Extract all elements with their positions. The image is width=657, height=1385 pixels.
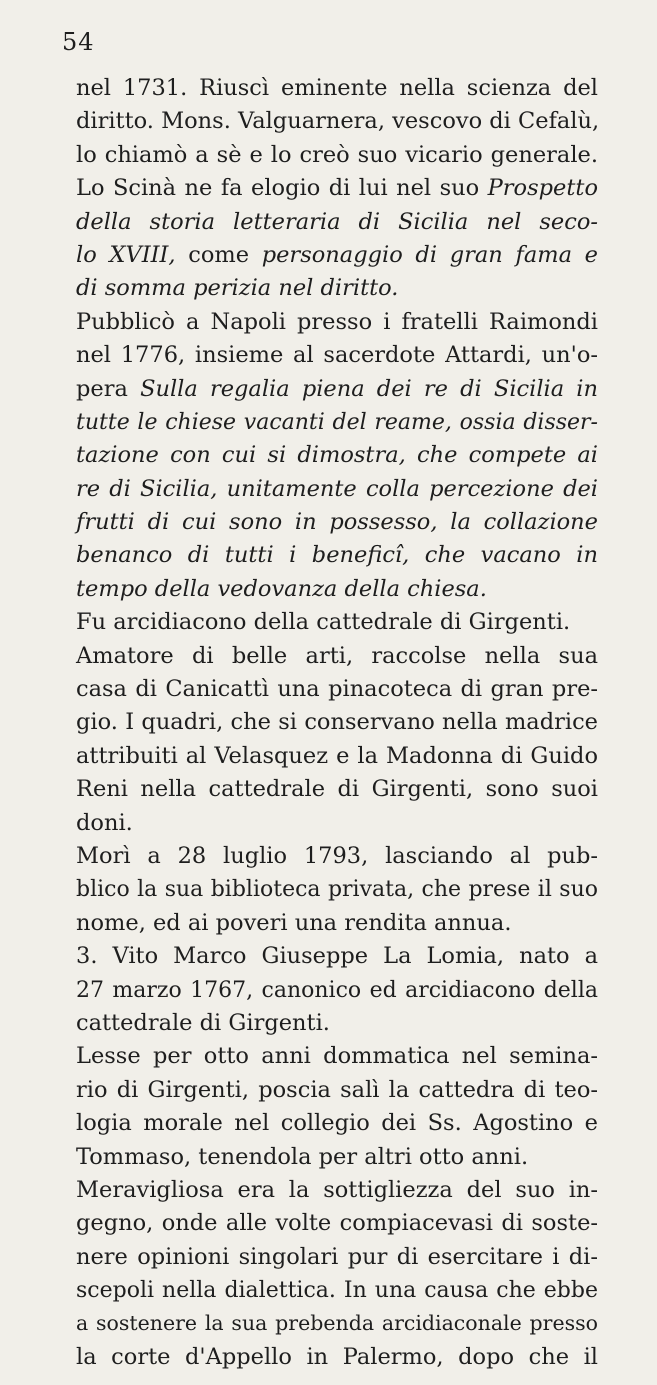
text-line <box>76 1174 598 1207</box>
italic-segment: Prospetto <box>487 175 598 202</box>
text-segment: pera <box>76 375 141 402</box>
italic-segment: personaggio di gran fama e <box>261 241 598 268</box>
text-segment: gegno, onde alle volte compiacevasi di soste- <box>76 1210 598 1237</box>
text-segment: gio. I quadri, che si conservano nella madrice <box>76 709 598 736</box>
text-segment: Fu arcidiacono della cattedrale di Girgenti. <box>76 609 571 636</box>
text-line <box>76 807 598 840</box>
italic-segment: tutte le chiese vacanti del reame, ossia disser- <box>76 409 598 435</box>
text-segment: logia morale nel collegio dei Ss. Agostino e <box>76 1110 598 1137</box>
text-segment: Reni nella cattedrale di Girgenti, sono suoi <box>76 776 598 803</box>
text-line <box>76 239 598 272</box>
text-line <box>76 272 598 305</box>
text-segment: Tommaso, tenendola per altri otto anni. <box>76 1143 529 1170</box>
text-line <box>76 873 598 906</box>
italic-segment: Sulla regalia piena dei re di Sicilia in <box>140 375 598 402</box>
text-line <box>76 373 598 406</box>
text-segment: blico la sua biblioteca privata, che prese il suo <box>76 877 598 903</box>
body-text <box>76 72 598 1374</box>
text-segment: Morì a 28 luglio 1793, lasciando al pub- <box>76 842 598 869</box>
text-line <box>76 506 598 539</box>
text-segment: Meravigliosa era la sottigliezza del suo in- <box>76 1176 598 1203</box>
text-segment: lo chiamò a sè e lo creò suo vicario generale. <box>76 141 598 168</box>
text-line <box>76 1274 598 1307</box>
text-line <box>76 1207 598 1240</box>
text-line <box>76 907 598 940</box>
text-segment: Lo Scinà ne fa elogio di lui nel suo <box>76 175 488 202</box>
text-line <box>76 1007 598 1040</box>
text-line <box>76 439 598 472</box>
text-line <box>76 339 598 372</box>
text-line <box>76 72 598 105</box>
text-line <box>76 105 598 138</box>
text-line <box>76 706 598 739</box>
text-segment: nome, ed ai poveri una rendita annua. <box>76 909 512 936</box>
page-number: 54 <box>62 28 95 56</box>
text-segment: cattedrale di Girgenti. <box>76 1009 330 1036</box>
text-line <box>76 1040 598 1073</box>
text-line <box>76 406 598 439</box>
text-line <box>76 473 598 506</box>
text-line <box>76 740 598 773</box>
text-line <box>76 539 598 572</box>
italic-segment: lo XVIII, <box>76 241 176 268</box>
text-line <box>76 139 598 172</box>
text-segment: come <box>175 241 262 268</box>
italic-segment: benanco di tutti i beneficî, che vacano in <box>76 542 598 569</box>
text-line <box>76 640 598 673</box>
text-line <box>76 773 598 806</box>
text-line <box>76 1107 598 1140</box>
text-segment: Lesse per otto anni dommatica nel semina- <box>76 1043 598 1070</box>
text-segment: attribuiti al Velasquez e la Madonna di Guido <box>76 742 598 769</box>
text-segment: nel 1776, insieme al sacerdote Attardi, un'o- <box>76 342 598 369</box>
text-segment: nere opinioni singolari pur di esercitare i di- <box>76 1243 598 1270</box>
text-segment: 3. Vito Marco Giuseppe La Lomia, nato a <box>76 943 598 970</box>
text-line <box>76 840 598 873</box>
italic-segment: re di Sicilia, unitamente colla percezione dei <box>76 475 598 502</box>
text-segment: la corte d'Appello in Palermo, dopo che il <box>76 1343 598 1370</box>
text-segment: doni. <box>76 809 133 836</box>
text-segment: scepoli nella dialettica. In una causa che ebbe <box>76 1278 598 1304</box>
text-line <box>76 206 598 239</box>
text-line <box>76 940 598 973</box>
text-line <box>76 573 598 606</box>
text-line <box>76 606 598 639</box>
text-line <box>76 172 598 205</box>
text-segment: casa di Canicattì una pinacoteca di gran pre- <box>76 676 598 703</box>
text-segment: Pubblicò a Napoli presso i fratelli Raimondi <box>76 308 598 335</box>
text-line <box>76 1074 598 1107</box>
text-segment: 27 marzo 1767, canonico ed arcidiacono della <box>76 977 598 1003</box>
italic-segment: di somma perizia nel diritto. <box>76 275 399 302</box>
text-segment: Amatore di belle arti, raccolse nella sua <box>76 642 598 669</box>
text-line <box>76 1141 598 1174</box>
text-segment: a sostenere la sua prebenda arcidiaconale presso <box>76 1311 598 1336</box>
text-line <box>76 1241 598 1274</box>
text-line <box>76 1307 598 1340</box>
text-segment: diritto. Mons. Valguarnera, vescovo di Cefalù, <box>76 108 600 135</box>
text-segment: nel 1731. Riuscì eminente nella scienza del <box>76 75 598 101</box>
text-segment: rio di Girgenti, poscia salì la cattedra di teo- <box>76 1076 598 1103</box>
italic-segment: della storia letteraria di Sicilia nel seco- <box>76 208 598 235</box>
text-line <box>76 673 598 706</box>
italic-segment: tazione con cui si dimostra, che compete ai <box>76 442 598 469</box>
text-line <box>76 1341 598 1374</box>
italic-segment: frutti di cui sono in possesso, la collazione <box>76 509 598 536</box>
italic-segment: tempo della vedovanza della chiesa. <box>76 575 487 602</box>
text-line <box>76 306 598 339</box>
text-line <box>76 974 598 1007</box>
